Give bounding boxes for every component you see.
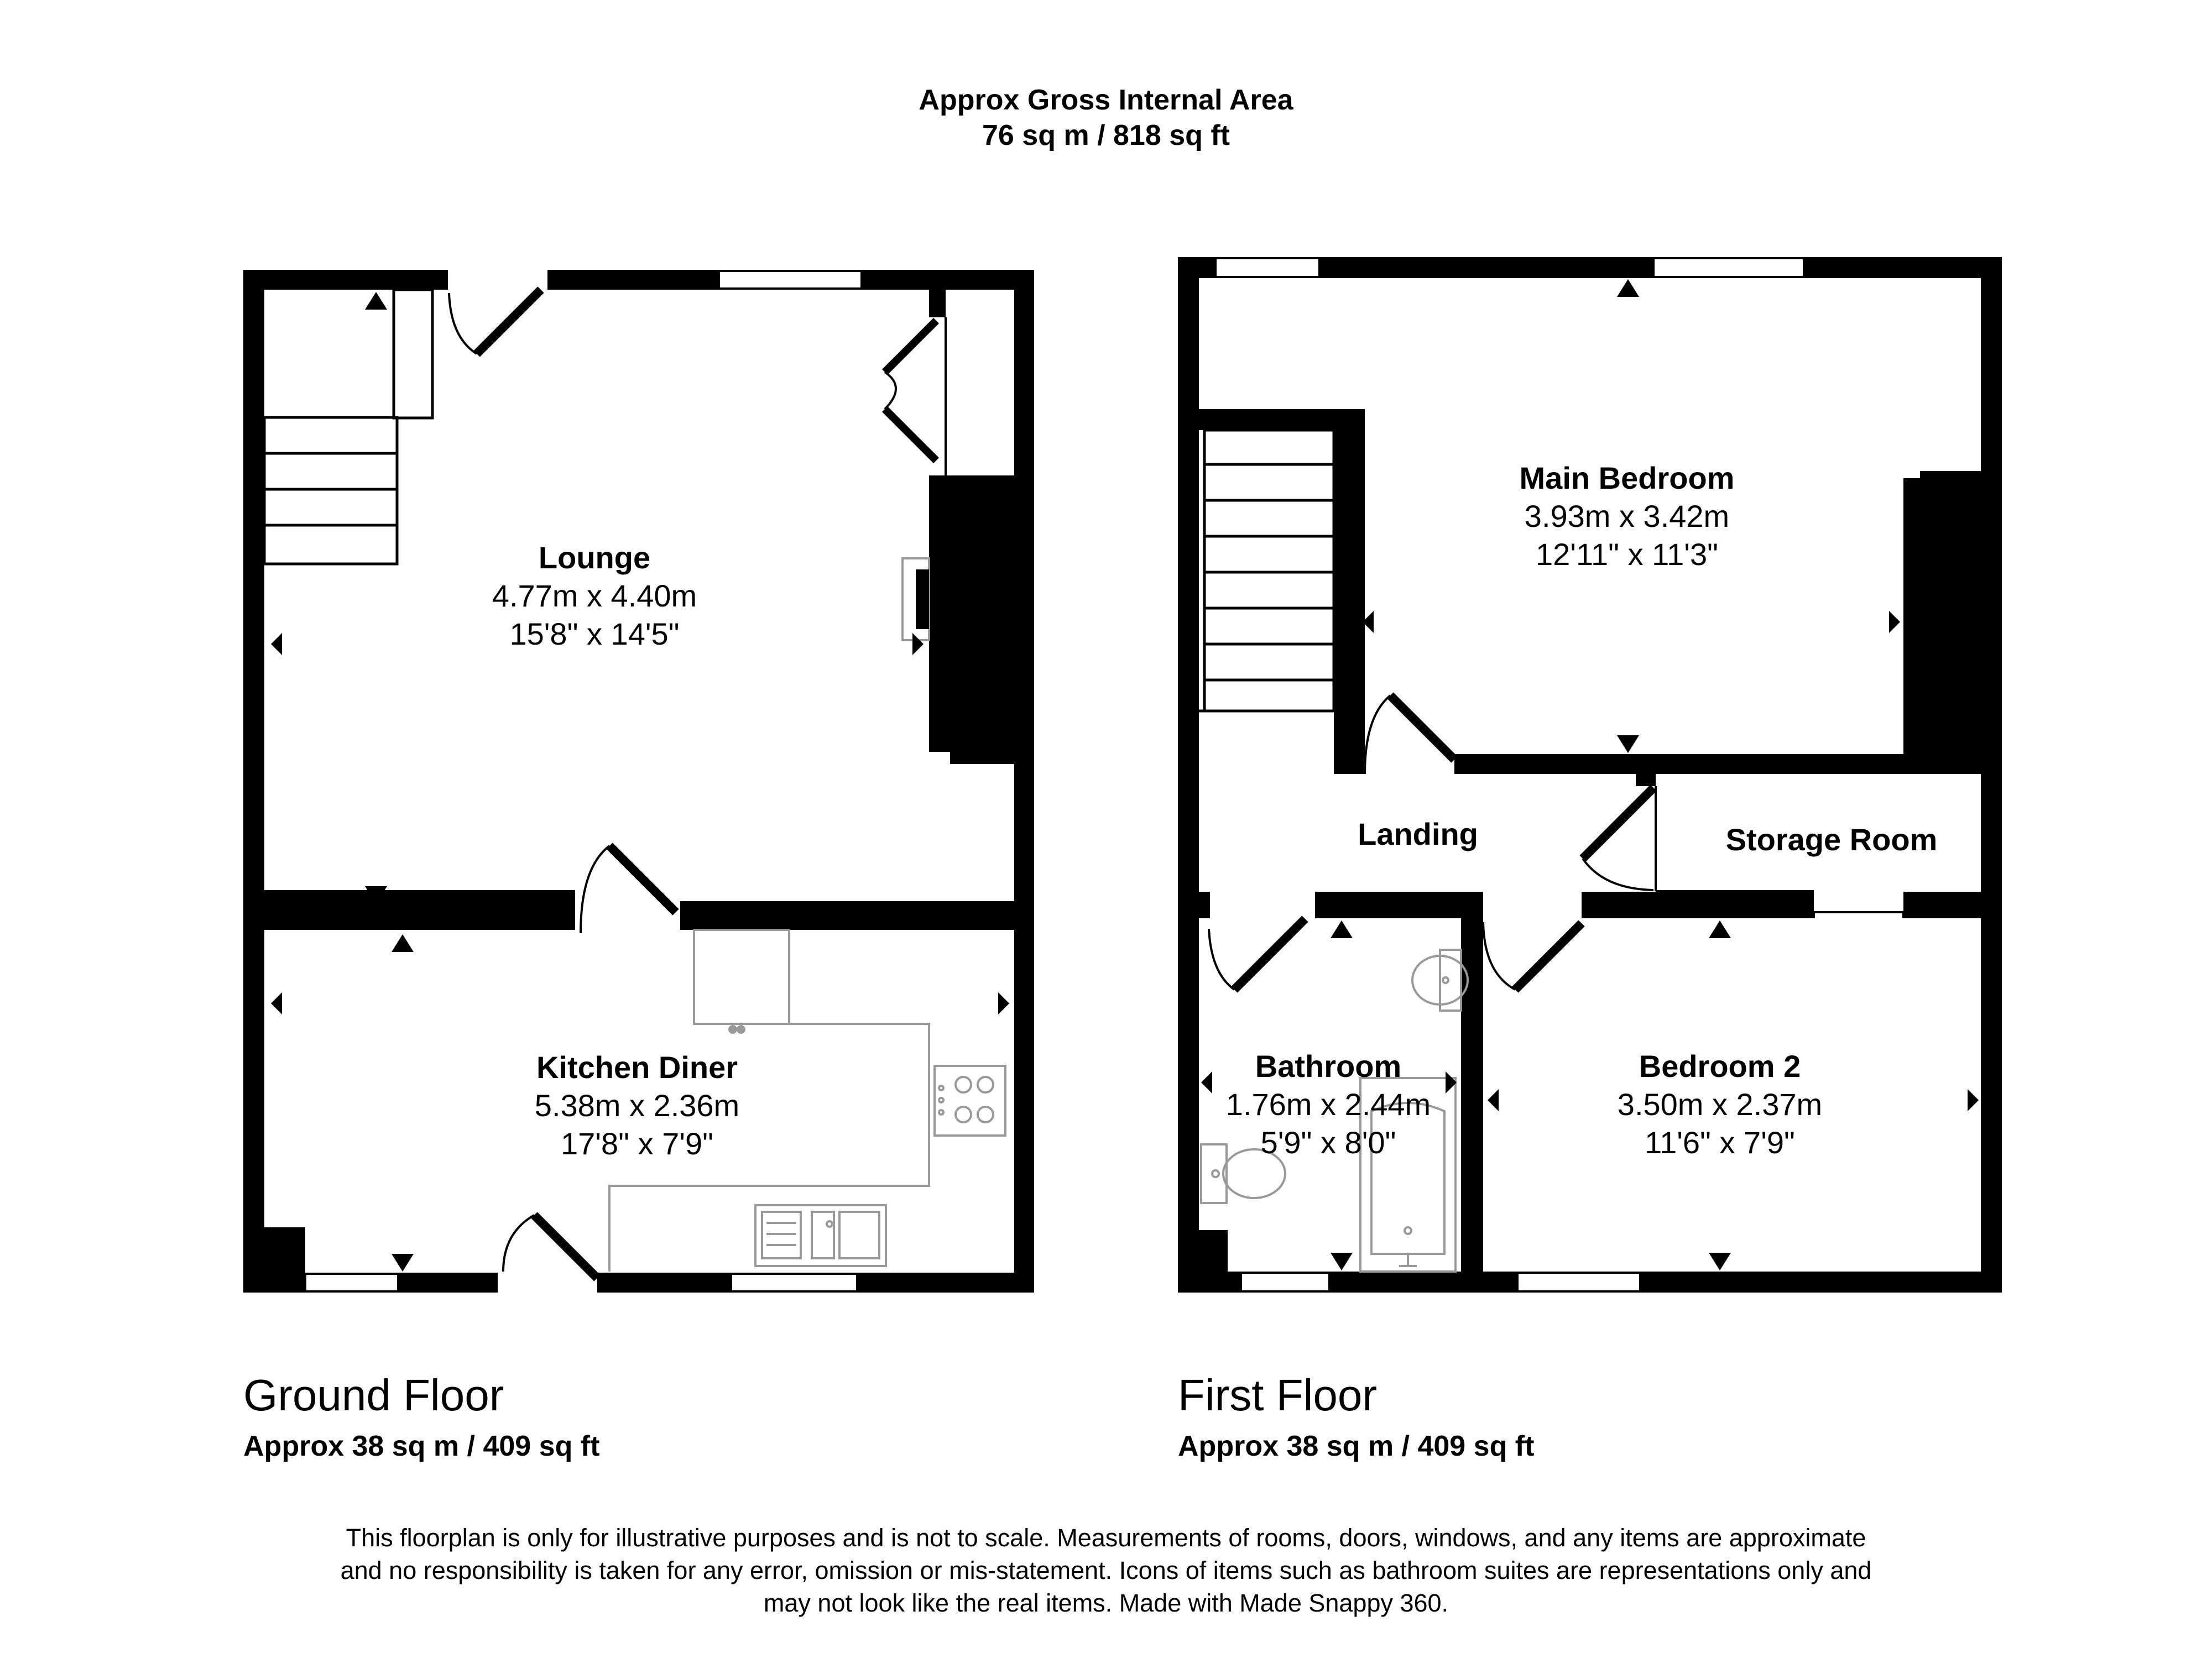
bathroom-metric: 1.76m x 2.44m: [1225, 1087, 1431, 1122]
fireplace: [902, 558, 929, 640]
kitchen-diner-name: Kitchen Diner: [536, 1050, 738, 1085]
disclaimer-line: may not look like the real items. Made with Made Snappy 360.: [763, 1589, 1449, 1617]
first-floor-plan: [1178, 257, 2002, 1293]
lounge-cupboard: [946, 317, 1014, 500]
kitchen-diner-imperial: 17'8" x 7'9": [561, 1126, 713, 1161]
storage-room-name: Storage Room: [1725, 822, 1938, 857]
kitchen-diner-metric: 5.38m x 2.36m: [534, 1088, 740, 1123]
lounge-metric: 4.77m x 4.40m: [492, 578, 697, 613]
ground-floor-title: Ground Floor: [243, 1370, 504, 1420]
ground-floor-stairs: [264, 290, 432, 564]
bedroom-2-metric: 3.50m x 2.37m: [1617, 1087, 1823, 1122]
first-floor-area: Approx 38 sq m / 409 sq ft: [1178, 1430, 1535, 1462]
main-bedroom-metric: 3.93m x 3.42m: [1524, 499, 1730, 533]
disclaimer: [166, 1521, 2046, 1619]
bedroom-2-imperial: 11'6" x 7'9": [1645, 1125, 1795, 1160]
gross-area-title: Approx Gross Internal Area: [919, 84, 1293, 116]
disclaimer-line: This floorplan is only for illustrative purposes and is not to scale. Measurements of rooms, doors, windows, and any items are approximate: [346, 1524, 1866, 1552]
bathroom-name: Bathroom: [1255, 1049, 1402, 1084]
bedroom-2-name: Bedroom 2: [1639, 1049, 1801, 1084]
bathroom-imperial: 5'9" x 8'0": [1260, 1125, 1396, 1160]
first-floor-stairs: [1199, 430, 1334, 711]
hob-icon: [935, 1066, 1005, 1136]
lounge-imperial: 15'8" x 14'5": [509, 616, 680, 651]
main-bedroom-imperial: 12'11" x 11'3": [1536, 537, 1718, 572]
basin-icon: [1412, 950, 1468, 1011]
landing-name: Landing: [1358, 817, 1478, 851]
sink-icon: [755, 1205, 886, 1266]
ground-floor-plan: [243, 270, 1034, 1293]
ground-floor-measurement-arrows: [271, 292, 1009, 1272]
first-floor-title: First Floor: [1178, 1370, 1377, 1420]
gross-area-value: 76 sq m / 818 sq ft: [982, 119, 1230, 151]
lounge-name: Lounge: [538, 540, 651, 575]
ground-floor-area: Approx 38 sq m / 409 sq ft: [243, 1430, 600, 1462]
main-bedroom-name: Main Bedroom: [1519, 461, 1735, 495]
disclaimer-line: and no responsibility is taken for any error, omission or mis-statement. Icons of items such as bathroom suites are representations only and: [340, 1556, 1872, 1584]
